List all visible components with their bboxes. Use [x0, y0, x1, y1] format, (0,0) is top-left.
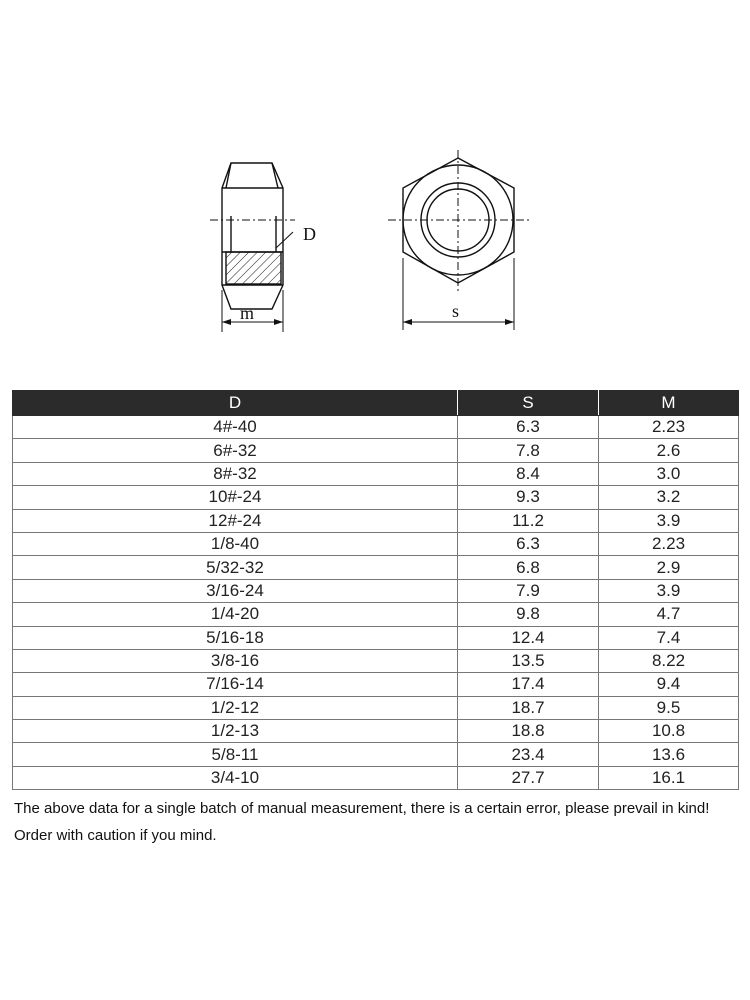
cell-m-height: 2.6 [599, 439, 739, 462]
cell-s-width: 17.4 [458, 673, 599, 696]
cell-s-width: 7.9 [458, 579, 599, 602]
table-row [13, 696, 739, 719]
cell-thread-size: 1/2-12 [13, 696, 458, 719]
table-row [13, 603, 739, 626]
cell-thread-size: 12#-24 [13, 509, 458, 532]
table-header-row [13, 391, 739, 416]
cell-s-width: 7.8 [458, 439, 599, 462]
cell-s-width: 6.8 [458, 556, 599, 579]
cell-thread-size: 5/16-18 [13, 626, 458, 649]
cell-thread-size: 5/8-11 [13, 743, 458, 766]
table-row [13, 720, 739, 743]
cell-m-height: 13.6 [599, 743, 739, 766]
cell-thread-size: 4#-40 [13, 416, 458, 439]
cell-m-height: 3.2 [599, 486, 739, 509]
cell-m-height: 10.8 [599, 720, 739, 743]
cell-thread-size: 1/8-40 [13, 532, 458, 555]
cell-m-height: 3.9 [599, 579, 739, 602]
dimension-table [12, 390, 739, 790]
cell-s-width: 13.5 [458, 649, 599, 672]
label-m: m [240, 303, 255, 323]
cell-thread-size: 8#-32 [13, 462, 458, 485]
table-row [13, 743, 739, 766]
cell-s-width: 9.3 [458, 486, 599, 509]
cell-thread-size: 7/16-14 [13, 673, 458, 696]
cell-s-width: 18.7 [458, 696, 599, 719]
table-row [13, 509, 739, 532]
table-row [13, 649, 739, 672]
cell-m-height: 8.22 [599, 649, 739, 672]
hex-nut-technical-drawing [0, 0, 750, 380]
header-m: M [599, 391, 739, 416]
table-row [13, 416, 739, 439]
cell-thread-size: 1/4-20 [13, 603, 458, 626]
cell-s-width: 12.4 [458, 626, 599, 649]
table-row [13, 579, 739, 602]
cell-thread-size: 1/2-13 [13, 720, 458, 743]
cell-m-height: 2.23 [599, 416, 739, 439]
cell-thread-size: 10#-24 [13, 486, 458, 509]
cell-m-height: 3.0 [599, 462, 739, 485]
cell-m-height: 9.4 [599, 673, 739, 696]
table-row [13, 673, 739, 696]
table-row [13, 626, 739, 649]
cell-s-width: 18.8 [458, 720, 599, 743]
header-s: S [458, 391, 599, 416]
cell-thread-size: 3/8-16 [13, 649, 458, 672]
table-row [13, 439, 739, 462]
measurement-note: The above data for a single batch of manual measurement, there is a certain error, please prevail in kind! Order with caution if you mind. [14, 800, 710, 844]
cell-m-height: 2.23 [599, 532, 739, 555]
cell-thread-size: 5/32-32 [13, 556, 458, 579]
table-row [13, 766, 739, 789]
table-row [13, 462, 739, 485]
table-row [13, 486, 739, 509]
cell-s-width: 27.7 [458, 766, 599, 789]
cell-s-width: 6.3 [458, 416, 599, 439]
cell-s-width: 8.4 [458, 462, 599, 485]
cell-m-height: 9.5 [599, 696, 739, 719]
table-row [13, 532, 739, 555]
cell-m-height: 2.9 [599, 556, 739, 579]
label-s: s [452, 301, 460, 321]
cell-s-width: 9.8 [458, 603, 599, 626]
cell-s-width: 23.4 [458, 743, 599, 766]
cell-thread-size: 3/4-10 [13, 766, 458, 789]
cell-s-width: 11.2 [458, 509, 599, 532]
cell-m-height: 7.4 [599, 626, 739, 649]
cell-m-height: 3.9 [599, 509, 739, 532]
header-d: D [13, 391, 458, 416]
table-row [13, 556, 739, 579]
label-d: D [303, 224, 316, 244]
cell-m-height: 16.1 [599, 766, 739, 789]
cell-thread-size: 6#-32 [13, 439, 458, 462]
cell-s-width: 6.3 [458, 532, 599, 555]
cell-m-height: 4.7 [599, 603, 739, 626]
cell-thread-size: 3/16-24 [13, 579, 458, 602]
